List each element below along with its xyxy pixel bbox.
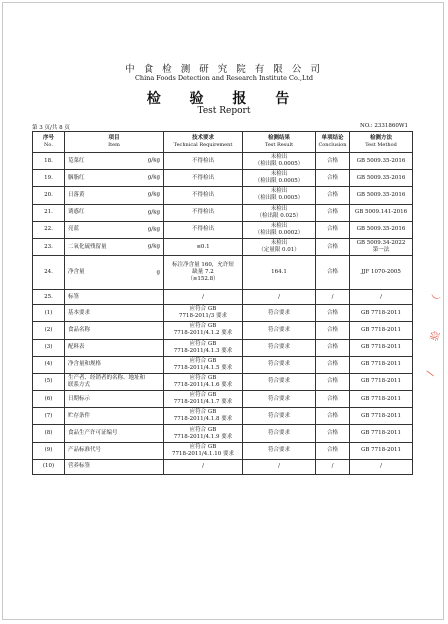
table-row [33, 170, 413, 187]
requirement-text: 7718-2011/4.1.7 要求 [173, 399, 233, 406]
result-text: 符合要求 [267, 361, 290, 368]
method-cell [350, 187, 413, 204]
requirement-text: 不得检出 [191, 191, 214, 198]
conclusion-cell: 合格 [316, 408, 350, 425]
method-cell [350, 391, 413, 408]
conclusion-cell: 合格 [316, 153, 350, 170]
method-text: GB 7718-2011 [360, 430, 402, 437]
result-text: （检出限 0.0005） [254, 195, 304, 202]
result-text: 未检出 [270, 188, 288, 195]
row-number: (1) [33, 305, 65, 322]
requirement-text: 缺量 7.2 [192, 269, 214, 276]
result-text: 未检出 [270, 154, 288, 161]
report-number: NO.: 2331860W1 [360, 123, 408, 129]
row-number: 23. [33, 238, 65, 255]
requirement-cell [164, 305, 243, 322]
requirement-text: 7718-2011/4.1.6 要求 [173, 381, 233, 388]
item-name: 胭脂红 [68, 174, 85, 181]
requirement-text: 不得检出 [191, 157, 214, 164]
col-header-no: 序号 No. [33, 132, 65, 153]
item-name: 日期标示 [68, 395, 91, 402]
conclusion-cell: 合格 [316, 221, 350, 238]
table-row [33, 408, 413, 425]
table-row [33, 153, 413, 170]
method-text: GB 7718-2011 [360, 326, 402, 333]
item-cell [65, 459, 164, 474]
conclusion-cell: 合格 [316, 170, 350, 187]
method-cell [350, 153, 413, 170]
result-text: 符合要求 [267, 447, 290, 454]
result-text: 符合要求 [267, 430, 290, 437]
stamp-glyph: （ [429, 293, 443, 307]
row-number: (3) [33, 339, 65, 356]
item-name: 联系方式 [68, 381, 91, 388]
table-row [33, 290, 413, 305]
conclusion-cell: 合格 [316, 256, 350, 290]
method-text: GB 5009.35-2016 [356, 226, 406, 233]
result-cell [243, 373, 316, 390]
method-cell [350, 305, 413, 322]
table-row [33, 425, 413, 442]
table-row [33, 238, 413, 255]
conclusion-cell: 合格 [316, 305, 350, 322]
table-row [33, 459, 413, 474]
item-unit: g/kg [147, 191, 160, 198]
method-cell [350, 356, 413, 373]
result-text: 符合要求 [267, 326, 290, 333]
requirement-text: 应符合 GB [189, 323, 217, 330]
requirement-cell [164, 204, 243, 221]
item-name: 基本要求 [68, 309, 91, 316]
item-cell [65, 187, 164, 204]
method-text: / [380, 463, 382, 470]
method-text: GB 7718-2011 [360, 344, 402, 351]
result-cell [243, 153, 316, 170]
method-cell [350, 339, 413, 356]
item-cell [65, 256, 164, 290]
item-cell [65, 391, 164, 408]
item-name: 标签 [68, 293, 80, 300]
result-cell [243, 305, 316, 322]
requirement-cell [164, 170, 243, 187]
requirement-text: 不得检出 [191, 174, 214, 181]
page-number: 第 3 页/共 8 页 [32, 125, 70, 131]
method-text: GB 7718-2011 [360, 395, 402, 402]
item-cell [65, 339, 164, 356]
conclusion-cell: 合格 [316, 187, 350, 204]
requirement-text: 标注净含量 160，允许短 [172, 262, 234, 269]
result-text: 符合要求 [267, 412, 290, 419]
item-name: 苋菜红 [68, 157, 85, 164]
item-cell [65, 238, 164, 255]
table-row [33, 442, 413, 459]
item-name: 二氧化硫残留量 [68, 243, 107, 250]
table-row [33, 305, 413, 322]
item-name: 营养标签 [68, 463, 91, 470]
conclusion-cell: / [316, 459, 350, 474]
result-text: （检出限 0.0005） [254, 161, 304, 168]
col-header-conclusion: 单项结论 Conclusion [316, 132, 350, 153]
item-name: 净含量 [68, 269, 85, 276]
result-text: 符合要求 [267, 344, 290, 351]
col-header-result: 检测结果 Test Result [243, 132, 316, 153]
requirement-cell [164, 391, 243, 408]
result-text: 未检出 [270, 205, 288, 212]
table-row [33, 322, 413, 339]
requirement-text: 7718-2011/4.1.10 要求 [172, 450, 234, 457]
result-text: 164.1 [271, 269, 287, 276]
row-number: 21. [33, 204, 65, 221]
item-name: 食品生产许可证编号 [68, 430, 118, 437]
requirement-cell [164, 442, 243, 459]
item-name: 诱惑红 [68, 209, 85, 216]
item-cell [65, 290, 164, 305]
result-text: 符合要求 [267, 395, 290, 402]
row-number: (6) [33, 391, 65, 408]
method-text: JJF 1070-2005 [361, 269, 401, 276]
result-text: （检出限 0.0002） [254, 229, 304, 236]
method-text: GB 7718-2011 [360, 412, 402, 419]
result-text: （检出限 0.0005） [254, 178, 304, 185]
result-text: 符合要求 [267, 309, 290, 316]
method-text: GB 7718-2011 [360, 309, 402, 316]
method-cell [350, 290, 413, 305]
method-cell [350, 408, 413, 425]
row-number: (10) [33, 459, 65, 474]
result-cell [243, 256, 316, 290]
item-cell [65, 408, 164, 425]
requirement-text: 不得检出 [191, 209, 214, 216]
row-number: (7) [33, 408, 65, 425]
stamp-glyph: / [424, 370, 437, 377]
item-cell [65, 442, 164, 459]
conclusion-cell: / [316, 290, 350, 305]
item-name: 食品名称 [68, 326, 91, 333]
requirement-cell [164, 187, 243, 204]
item-cell [65, 373, 164, 390]
method-text: GB 7718-2011 [360, 361, 402, 368]
method-cell [350, 204, 413, 221]
method-cell [350, 442, 413, 459]
result-text: 未检出 [270, 240, 288, 247]
requirement-text: 7718-2011/4.1.5 要求 [173, 364, 233, 371]
result-cell [243, 356, 316, 373]
result-text: / [278, 463, 280, 470]
requirement-cell [164, 339, 243, 356]
item-unit: g/kg [147, 157, 160, 164]
item-name: 净含量和规格 [68, 361, 102, 368]
row-number: 24. [33, 256, 65, 290]
item-cell [65, 204, 164, 221]
table-header-row [33, 132, 413, 153]
item-unit: g/kg [147, 174, 160, 181]
report-title-cn: 检 验 报 告 [146, 91, 302, 107]
method-text: GB 5009.35-2016 [356, 174, 406, 181]
col-header-item: 项目 Item [65, 132, 164, 153]
row-number: (2) [33, 322, 65, 339]
row-number: (5) [33, 373, 65, 390]
method-text: GB 5009.141-2016 [354, 209, 408, 216]
result-text: 符合要求 [267, 378, 290, 385]
requirement-text: 7718-2011/3 要求 [179, 313, 227, 320]
requirement-cell [164, 221, 243, 238]
requirement-text: 应符合 GB [189, 392, 217, 399]
table-row [33, 391, 413, 408]
requirement-text: 7718-2011/4.1.2 要求 [173, 330, 233, 337]
stamp-glyph: 验 [429, 329, 443, 343]
item-name: 生产者、经销者的名称、地址和 [68, 374, 146, 381]
result-cell [243, 408, 316, 425]
item-name: 亮蓝 [68, 226, 80, 233]
result-cell [243, 187, 316, 204]
row-number: 20. [33, 187, 65, 204]
item-unit: g/kg [147, 209, 160, 216]
requirement-text: 应符合 GB [189, 357, 217, 364]
result-cell [243, 391, 316, 408]
method-text: GB 5009.34-2022 [356, 240, 406, 247]
method-text: GB 5009.35-2016 [356, 191, 406, 198]
method-cell [350, 373, 413, 390]
item-cell [65, 425, 164, 442]
item-unit: g/kg [147, 226, 160, 233]
row-number: (4) [33, 356, 65, 373]
requirement-cell [164, 408, 243, 425]
method-text: GB 7718-2011 [360, 447, 402, 454]
result-text: （检出限 0.025） [256, 212, 302, 219]
requirement-text: 7718-2011/4.1.9 要求 [173, 433, 233, 440]
item-name: 贮存条件 [68, 412, 91, 419]
item-name: 日落黄 [68, 191, 85, 198]
method-cell [350, 170, 413, 187]
inspection-stamp [424, 288, 448, 398]
item-cell [65, 221, 164, 238]
requirement-cell [164, 256, 243, 290]
conclusion-cell: 合格 [316, 238, 350, 255]
conclusion-cell: 合格 [316, 373, 350, 390]
requirement-cell [164, 322, 243, 339]
requirement-text: 应符合 GB [189, 443, 217, 450]
result-cell [243, 442, 316, 459]
table-row [33, 356, 413, 373]
table-row [33, 339, 413, 356]
requirement-cell [164, 425, 243, 442]
requirement-cell [164, 459, 243, 474]
method-cell [350, 425, 413, 442]
item-cell [65, 356, 164, 373]
item-unit: g/kg [147, 243, 160, 250]
table-row [33, 204, 413, 221]
requirement-cell [164, 290, 243, 305]
result-text: / [278, 293, 280, 300]
table-row [33, 256, 413, 290]
result-cell [243, 339, 316, 356]
result-cell [243, 204, 316, 221]
col-header-requirement: 技术要求 Technical Requirement [164, 132, 243, 153]
company-name-cn: 中 食 检 测 研 究 院 有 限 公 司 [125, 64, 323, 75]
item-cell [65, 170, 164, 187]
result-text: 未检出 [270, 222, 288, 229]
requirement-cell [164, 238, 243, 255]
result-cell [243, 322, 316, 339]
requirement-cell [164, 356, 243, 373]
requirement-text: / [202, 293, 204, 300]
requirement-text: 7718-2011/4.1.3 要求 [173, 347, 233, 354]
requirement-text: 应符合 GB [189, 409, 217, 416]
col-header-method: 检测方法 Test Method [350, 132, 413, 153]
conclusion-cell: 合格 [316, 442, 350, 459]
method-cell [350, 256, 413, 290]
method-cell [350, 221, 413, 238]
requirement-cell [164, 153, 243, 170]
result-cell [243, 221, 316, 238]
item-name: 配料表 [68, 344, 85, 351]
method-text: GB 7718-2011 [360, 378, 402, 385]
requirement-text: 应符合 GB [189, 306, 217, 313]
requirement-text: 不得检出 [191, 226, 214, 233]
test-results-table [32, 131, 413, 475]
method-cell [350, 459, 413, 474]
conclusion-cell: 合格 [316, 204, 350, 221]
table-row [33, 373, 413, 390]
report-title-en: Test Report [197, 106, 251, 116]
result-cell [243, 290, 316, 305]
conclusion-cell: 合格 [316, 339, 350, 356]
row-number: 22. [33, 221, 65, 238]
method-text: / [380, 293, 382, 300]
requirement-text: ≤0.1 [196, 243, 210, 250]
table-row [33, 221, 413, 238]
row-number: 19. [33, 170, 65, 187]
requirement-text: （≥152.8） [187, 276, 219, 283]
row-number: (9) [33, 442, 65, 459]
row-number: 18. [33, 153, 65, 170]
result-text: 未检出 [270, 171, 288, 178]
method-text: 第一法 [372, 247, 390, 254]
requirement-text: / [202, 463, 204, 470]
item-cell [65, 153, 164, 170]
row-number: (8) [33, 425, 65, 442]
item-name: 产品标准代号 [68, 447, 102, 454]
result-cell [243, 238, 316, 255]
method-cell [350, 238, 413, 255]
requirement-cell [164, 373, 243, 390]
table-row [33, 187, 413, 204]
method-text: GB 5009.35-2016 [356, 157, 406, 164]
item-cell [65, 322, 164, 339]
row-number: 25. [33, 290, 65, 305]
result-cell [243, 425, 316, 442]
requirement-text: 应符合 GB [189, 340, 217, 347]
item-cell [65, 305, 164, 322]
result-text: （定量限 0.01） [258, 247, 300, 254]
requirement-text: 应符合 GB [189, 426, 217, 433]
conclusion-cell: 合格 [316, 356, 350, 373]
item-unit: g [156, 269, 160, 276]
conclusion-cell: 合格 [316, 322, 350, 339]
company-name-en: China Foods Detection and Research Institute Co.,Ltd [134, 74, 314, 82]
result-cell [243, 459, 316, 474]
requirement-text: 7718-2011/4.1.8 要求 [173, 416, 233, 423]
result-cell [243, 170, 316, 187]
conclusion-cell: 合格 [316, 425, 350, 442]
method-cell [350, 322, 413, 339]
requirement-text: 应符合 GB [189, 374, 217, 381]
conclusion-cell: 合格 [316, 391, 350, 408]
